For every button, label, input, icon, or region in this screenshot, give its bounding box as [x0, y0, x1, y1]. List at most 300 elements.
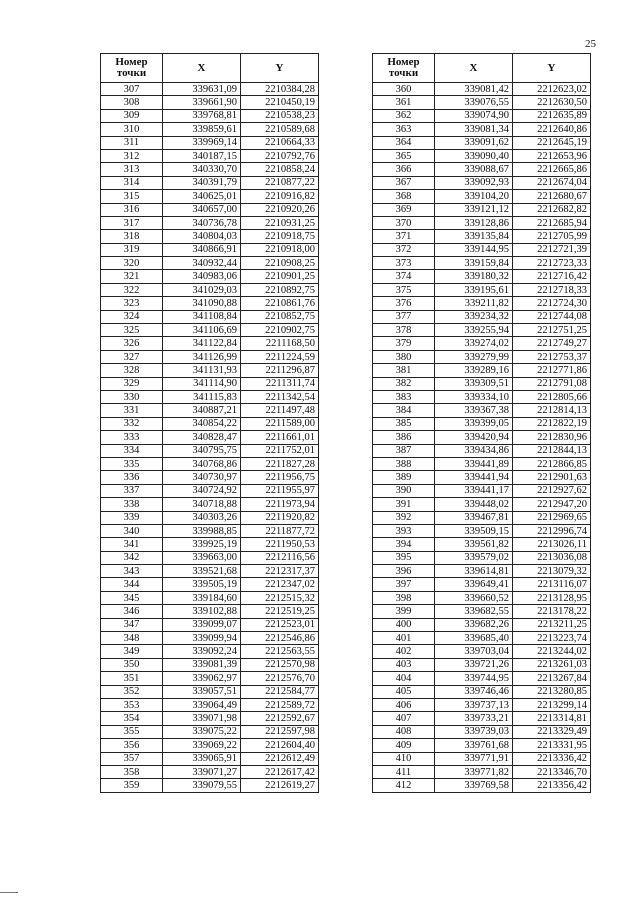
y-coordinate-cell: 2211973,94 [241, 498, 319, 511]
x-coordinate-cell: 339144,95 [435, 243, 513, 256]
y-coordinate-cell: 2212901,63 [513, 471, 591, 484]
table-row [373, 270, 591, 283]
y-coordinate-cell: 2212619,27 [241, 779, 319, 792]
point-number-cell: 355 [101, 725, 163, 738]
y-coordinate-cell: 2212718,33 [513, 283, 591, 296]
table-row [373, 605, 591, 618]
table-row [373, 578, 591, 591]
y-coordinate-cell: 2212576,70 [241, 672, 319, 685]
y-coordinate-cell: 2212830,96 [513, 431, 591, 444]
point-number-cell: 358 [101, 765, 163, 778]
table-row [101, 725, 319, 738]
point-number-cell: 368 [373, 190, 435, 203]
y-coordinate-cell: 2210877,22 [241, 176, 319, 189]
x-coordinate-cell: 339234,32 [435, 310, 513, 323]
table-row [101, 457, 319, 470]
page-edge-mark [0, 892, 18, 893]
y-coordinate-cell: 2213244,02 [513, 645, 591, 658]
x-coordinate-cell: 340804,03 [163, 230, 241, 243]
y-coordinate-cell: 2212716,42 [513, 270, 591, 283]
point-number-cell: 389 [373, 471, 435, 484]
y-coordinate-cell: 2211497,48 [241, 404, 319, 417]
x-coordinate-cell: 339685,40 [435, 632, 513, 645]
point-number-cell: 340 [101, 524, 163, 537]
x-coordinate-cell: 339434,86 [435, 444, 513, 457]
x-coordinate-cell: 341108,84 [163, 310, 241, 323]
y-coordinate-cell: 2213331,95 [513, 739, 591, 752]
point-number-cell: 323 [101, 297, 163, 310]
x-coordinate-cell: 339737,13 [435, 698, 513, 711]
x-coordinate-cell: 340187,15 [163, 149, 241, 162]
x-coordinate-cell: 339092,24 [163, 645, 241, 658]
point-number-cell: 308 [101, 96, 163, 109]
x-coordinate-cell: 340983,06 [163, 270, 241, 283]
point-number-cell: 380 [373, 350, 435, 363]
y-coordinate-cell: 2212546,86 [241, 632, 319, 645]
point-number-cell: 377 [373, 310, 435, 323]
x-coordinate-cell: 339579,02 [435, 551, 513, 564]
table-row [101, 404, 319, 417]
x-coordinate-cell: 339135,84 [435, 230, 513, 243]
point-number-cell: 404 [373, 672, 435, 685]
point-number-cell: 384 [373, 404, 435, 417]
point-number-cell: 360 [373, 83, 435, 96]
y-coordinate-cell: 2213314,81 [513, 712, 591, 725]
x-coordinate-cell: 339771,91 [435, 752, 513, 765]
table-row [373, 176, 591, 189]
point-number-cell: 371 [373, 230, 435, 243]
x-coordinate-cell: 339682,26 [435, 618, 513, 631]
x-coordinate-cell: 340736,78 [163, 216, 241, 229]
y-coordinate-cell: 2212515,32 [241, 591, 319, 604]
x-coordinate-cell: 339505,19 [163, 578, 241, 591]
point-number-cell: 319 [101, 243, 163, 256]
y-coordinate-cell: 2213116,07 [513, 578, 591, 591]
point-number-cell: 343 [101, 565, 163, 578]
table-row [101, 698, 319, 711]
point-number-cell: 357 [101, 752, 163, 765]
x-coordinate-cell: 339071,98 [163, 712, 241, 725]
table-row [373, 404, 591, 417]
point-number-cell: 324 [101, 310, 163, 323]
x-coordinate-cell: 341106,69 [163, 324, 241, 337]
point-number-cell: 372 [373, 243, 435, 256]
x-coordinate-cell: 339091,62 [435, 136, 513, 149]
x-coordinate-cell: 339509,15 [435, 524, 513, 537]
y-coordinate-cell: 2212630,50 [513, 96, 591, 109]
point-number-cell: 367 [373, 176, 435, 189]
table-row [373, 83, 591, 96]
point-number-cell: 352 [101, 685, 163, 698]
y-coordinate-cell: 2212814,13 [513, 404, 591, 417]
x-coordinate-cell: 339441,89 [435, 457, 513, 470]
point-number-cell: 353 [101, 698, 163, 711]
point-number-cell: 365 [373, 149, 435, 162]
point-number-cell: 412 [373, 779, 435, 792]
table-row [101, 645, 319, 658]
table-row [373, 297, 591, 310]
x-coordinate-cell: 339128,86 [435, 216, 513, 229]
x-coordinate-cell: 339180,32 [435, 270, 513, 283]
x-coordinate-cell: 339561,82 [435, 538, 513, 551]
point-number-cell: 406 [373, 698, 435, 711]
table-row [373, 390, 591, 403]
point-number-cell: 320 [101, 257, 163, 270]
x-coordinate-cell: 339081,34 [435, 123, 513, 136]
point-number-cell: 366 [373, 163, 435, 176]
column-header-number: Номер точки [373, 54, 435, 83]
x-coordinate-cell: 340932,44 [163, 257, 241, 270]
x-coordinate-cell: 339309,51 [435, 377, 513, 390]
point-number-cell: 337 [101, 484, 163, 497]
x-coordinate-cell: 339739,03 [435, 725, 513, 738]
y-coordinate-cell: 2211956,75 [241, 471, 319, 484]
point-number-cell: 342 [101, 551, 163, 564]
table-row [101, 324, 319, 337]
x-coordinate-cell: 339925,19 [163, 538, 241, 551]
x-coordinate-cell: 339184,60 [163, 591, 241, 604]
y-coordinate-cell: 2212753,37 [513, 350, 591, 363]
table-row [101, 551, 319, 564]
point-number-cell: 402 [373, 645, 435, 658]
y-coordinate-cell: 2212680,67 [513, 190, 591, 203]
x-coordinate-cell: 339521,68 [163, 565, 241, 578]
point-number-cell: 335 [101, 457, 163, 470]
point-number-cell: 378 [373, 324, 435, 337]
x-coordinate-cell: 341131,93 [163, 364, 241, 377]
table-row [101, 565, 319, 578]
x-coordinate-cell: 339255,94 [435, 324, 513, 337]
table-row [373, 698, 591, 711]
x-coordinate-cell: 339062,97 [163, 672, 241, 685]
x-coordinate-cell: 339211,82 [435, 297, 513, 310]
table-row [101, 444, 319, 457]
point-number-cell: 411 [373, 765, 435, 778]
y-coordinate-cell: 2210916,82 [241, 190, 319, 203]
point-number-cell: 351 [101, 672, 163, 685]
point-number-cell: 405 [373, 685, 435, 698]
table-row [101, 511, 319, 524]
y-coordinate-cell: 2212751,25 [513, 324, 591, 337]
table-row [373, 243, 591, 256]
table-row [101, 739, 319, 752]
point-number-cell: 369 [373, 203, 435, 216]
y-coordinate-cell: 2210589,68 [241, 123, 319, 136]
y-coordinate-cell: 2212685,94 [513, 216, 591, 229]
x-coordinate-cell: 339069,22 [163, 739, 241, 752]
point-number-cell: 315 [101, 190, 163, 203]
x-coordinate-cell: 339075,22 [163, 725, 241, 738]
y-coordinate-cell: 2210931,25 [241, 216, 319, 229]
x-coordinate-cell: 339660,52 [435, 591, 513, 604]
x-coordinate-cell: 339099,94 [163, 632, 241, 645]
table-row [101, 216, 319, 229]
y-coordinate-cell: 2211168,50 [241, 337, 319, 350]
point-number-cell: 328 [101, 364, 163, 377]
table-row [373, 457, 591, 470]
y-coordinate-cell: 2211920,82 [241, 511, 319, 524]
x-coordinate-cell: 341029,03 [163, 283, 241, 296]
x-coordinate-cell: 339467,81 [435, 511, 513, 524]
point-number-cell: 348 [101, 632, 163, 645]
table-row [101, 498, 319, 511]
point-number-cell: 388 [373, 457, 435, 470]
x-coordinate-cell: 339074,90 [435, 109, 513, 122]
table-row [101, 310, 319, 323]
table-row [373, 444, 591, 457]
point-number-cell: 316 [101, 203, 163, 216]
y-coordinate-cell: 2210918,00 [241, 243, 319, 256]
x-coordinate-cell: 339859,61 [163, 123, 241, 136]
y-coordinate-cell: 2212317,37 [241, 565, 319, 578]
point-number-cell: 383 [373, 390, 435, 403]
x-coordinate-cell: 339079,55 [163, 779, 241, 792]
table-row [373, 216, 591, 229]
x-coordinate-cell: 339081,39 [163, 658, 241, 671]
y-coordinate-cell: 2212623,02 [513, 83, 591, 96]
point-number-cell: 410 [373, 752, 435, 765]
y-coordinate-cell: 2213036,08 [513, 551, 591, 564]
y-coordinate-cell: 2212844,13 [513, 444, 591, 457]
x-coordinate-cell: 339441,94 [435, 471, 513, 484]
table-header-row [373, 54, 591, 83]
x-coordinate-cell: 339289,16 [435, 364, 513, 377]
x-coordinate-cell: 339076,55 [435, 96, 513, 109]
x-coordinate-cell: 339703,04 [435, 645, 513, 658]
y-coordinate-cell: 2213026,11 [513, 538, 591, 551]
point-number-cell: 321 [101, 270, 163, 283]
table-row [101, 658, 319, 671]
table-row [101, 712, 319, 725]
table-row [373, 203, 591, 216]
x-coordinate-cell: 339614,81 [435, 565, 513, 578]
point-number-cell: 382 [373, 377, 435, 390]
x-coordinate-cell: 340330,70 [163, 163, 241, 176]
y-coordinate-cell: 2212724,30 [513, 297, 591, 310]
x-coordinate-cell: 339121,12 [435, 203, 513, 216]
table-row [101, 672, 319, 685]
y-coordinate-cell: 2213299,14 [513, 698, 591, 711]
y-coordinate-cell: 2210384,28 [241, 83, 319, 96]
y-coordinate-cell: 2212604,40 [241, 739, 319, 752]
table-row [101, 350, 319, 363]
y-coordinate-cell: 2212617,42 [241, 765, 319, 778]
y-coordinate-cell: 2212749,27 [513, 337, 591, 350]
point-number-cell: 399 [373, 605, 435, 618]
table-row [373, 364, 591, 377]
table-row [373, 765, 591, 778]
x-coordinate-cell: 339195,61 [435, 283, 513, 296]
table-row [373, 136, 591, 149]
point-number-cell: 370 [373, 216, 435, 229]
y-coordinate-cell: 2210918,75 [241, 230, 319, 243]
x-coordinate-cell: 339092,93 [435, 176, 513, 189]
y-coordinate-cell: 2212665,86 [513, 163, 591, 176]
y-coordinate-cell: 2210902,75 [241, 324, 319, 337]
point-number-cell: 345 [101, 591, 163, 604]
x-coordinate-cell: 339768,81 [163, 109, 241, 122]
y-coordinate-cell: 2210852,75 [241, 310, 319, 323]
point-number-cell: 376 [373, 297, 435, 310]
y-coordinate-cell: 2212969,65 [513, 511, 591, 524]
point-number-cell: 350 [101, 658, 163, 671]
table-row [373, 230, 591, 243]
point-number-cell: 394 [373, 538, 435, 551]
table-row [373, 350, 591, 363]
y-coordinate-cell: 2212996,74 [513, 524, 591, 537]
y-coordinate-cell: 2213329,49 [513, 725, 591, 738]
table-row [373, 484, 591, 497]
table-row [373, 725, 591, 738]
x-coordinate-cell: 339104,20 [435, 190, 513, 203]
table-row [373, 685, 591, 698]
x-coordinate-cell: 339761,68 [435, 739, 513, 752]
point-number-cell: 349 [101, 645, 163, 658]
point-number-cell: 338 [101, 498, 163, 511]
x-coordinate-cell: 341126,99 [163, 350, 241, 363]
point-number-cell: 362 [373, 109, 435, 122]
y-coordinate-cell: 2211311,74 [241, 377, 319, 390]
table-row [101, 618, 319, 631]
table-row [373, 645, 591, 658]
point-number-cell: 336 [101, 471, 163, 484]
y-coordinate-cell: 2212612,49 [241, 752, 319, 765]
table-row [101, 591, 319, 604]
table-row [101, 297, 319, 310]
point-number-cell: 408 [373, 725, 435, 738]
y-coordinate-cell: 2211955,97 [241, 484, 319, 497]
point-number-cell: 393 [373, 524, 435, 537]
y-coordinate-cell: 2212640,86 [513, 123, 591, 136]
point-number-cell: 361 [373, 96, 435, 109]
x-coordinate-cell: 340730,97 [163, 471, 241, 484]
point-number-cell: 314 [101, 176, 163, 189]
x-coordinate-cell: 341122,84 [163, 337, 241, 350]
y-coordinate-cell: 2212635,89 [513, 109, 591, 122]
x-coordinate-cell: 340657,00 [163, 203, 241, 216]
column-header-x: X [163, 54, 241, 83]
x-coordinate-cell: 339081,42 [435, 83, 513, 96]
table-row [373, 712, 591, 725]
point-number-cell: 344 [101, 578, 163, 591]
table-row [373, 190, 591, 203]
point-number-cell: 387 [373, 444, 435, 457]
y-coordinate-cell: 2213128,95 [513, 591, 591, 604]
point-number-cell: 356 [101, 739, 163, 752]
table-row [373, 257, 591, 270]
table-row [101, 779, 319, 792]
y-coordinate-cell: 2213346,70 [513, 765, 591, 778]
x-coordinate-cell: 339733,21 [435, 712, 513, 725]
x-coordinate-cell: 339441,17 [435, 484, 513, 497]
table-row [373, 618, 591, 631]
point-number-cell: 374 [373, 270, 435, 283]
point-number-cell: 395 [373, 551, 435, 564]
y-coordinate-cell: 2212927,62 [513, 484, 591, 497]
y-coordinate-cell: 2212822,19 [513, 417, 591, 430]
x-coordinate-cell: 339099,07 [163, 618, 241, 631]
table-row [373, 551, 591, 564]
table-row [373, 417, 591, 430]
table-row [101, 270, 319, 283]
table-row [101, 243, 319, 256]
x-coordinate-cell: 339769,58 [435, 779, 513, 792]
x-coordinate-cell: 339988,85 [163, 524, 241, 537]
x-coordinate-cell: 339631,09 [163, 83, 241, 96]
x-coordinate-cell: 339279,99 [435, 350, 513, 363]
point-number-cell: 309 [101, 109, 163, 122]
table-row [101, 484, 319, 497]
table-row [373, 538, 591, 551]
point-number-cell: 359 [101, 779, 163, 792]
x-coordinate-cell: 339746,46 [435, 685, 513, 698]
table-row [101, 257, 319, 270]
x-coordinate-cell: 339367,38 [435, 404, 513, 417]
point-number-cell: 396 [373, 565, 435, 578]
y-coordinate-cell: 2210538,23 [241, 109, 319, 122]
y-coordinate-cell: 2212597,98 [241, 725, 319, 738]
y-coordinate-cell: 2210664,33 [241, 136, 319, 149]
y-coordinate-cell: 2211827,28 [241, 457, 319, 470]
y-coordinate-cell: 2213223,74 [513, 632, 591, 645]
table-row [101, 390, 319, 403]
y-coordinate-cell: 2210858,24 [241, 163, 319, 176]
x-coordinate-cell: 339064,49 [163, 698, 241, 711]
point-number-cell: 398 [373, 591, 435, 604]
table-row [373, 672, 591, 685]
table-row [373, 431, 591, 444]
y-coordinate-cell: 2212866,85 [513, 457, 591, 470]
point-number-cell: 407 [373, 712, 435, 725]
coordinates-table-right [372, 53, 591, 793]
y-coordinate-cell: 2211224,59 [241, 350, 319, 363]
x-coordinate-cell: 341114,90 [163, 377, 241, 390]
y-coordinate-cell: 2213267,84 [513, 672, 591, 685]
x-coordinate-cell: 340828,47 [163, 431, 241, 444]
table-row [101, 283, 319, 296]
x-coordinate-cell: 340795,75 [163, 444, 241, 457]
y-coordinate-cell: 2210892,75 [241, 283, 319, 296]
x-coordinate-cell: 340718,88 [163, 498, 241, 511]
x-coordinate-cell: 339159,84 [435, 257, 513, 270]
table-row [101, 685, 319, 698]
x-coordinate-cell: 339682,55 [435, 605, 513, 618]
table-row [101, 377, 319, 390]
table-row [373, 524, 591, 537]
table-row [373, 658, 591, 671]
x-coordinate-cell: 339663,00 [163, 551, 241, 564]
y-coordinate-cell: 2212347,02 [241, 578, 319, 591]
column-header-y: Y [513, 54, 591, 83]
x-coordinate-cell: 341115,83 [163, 390, 241, 403]
y-coordinate-cell: 2210920,26 [241, 203, 319, 216]
point-number-cell: 379 [373, 337, 435, 350]
x-coordinate-cell: 339274,02 [435, 337, 513, 350]
table-row [101, 471, 319, 484]
y-coordinate-cell: 2212682,82 [513, 203, 591, 216]
point-number-cell: 334 [101, 444, 163, 457]
point-number-cell: 311 [101, 136, 163, 149]
point-number-cell: 317 [101, 216, 163, 229]
point-number-cell: 403 [373, 658, 435, 671]
table-row [101, 203, 319, 216]
point-number-cell: 307 [101, 83, 163, 96]
x-coordinate-cell: 339090,40 [435, 149, 513, 162]
point-number-cell: 392 [373, 511, 435, 524]
x-coordinate-cell: 339334,10 [435, 390, 513, 403]
point-number-cell: 339 [101, 511, 163, 524]
y-coordinate-cell: 2211589,00 [241, 417, 319, 430]
